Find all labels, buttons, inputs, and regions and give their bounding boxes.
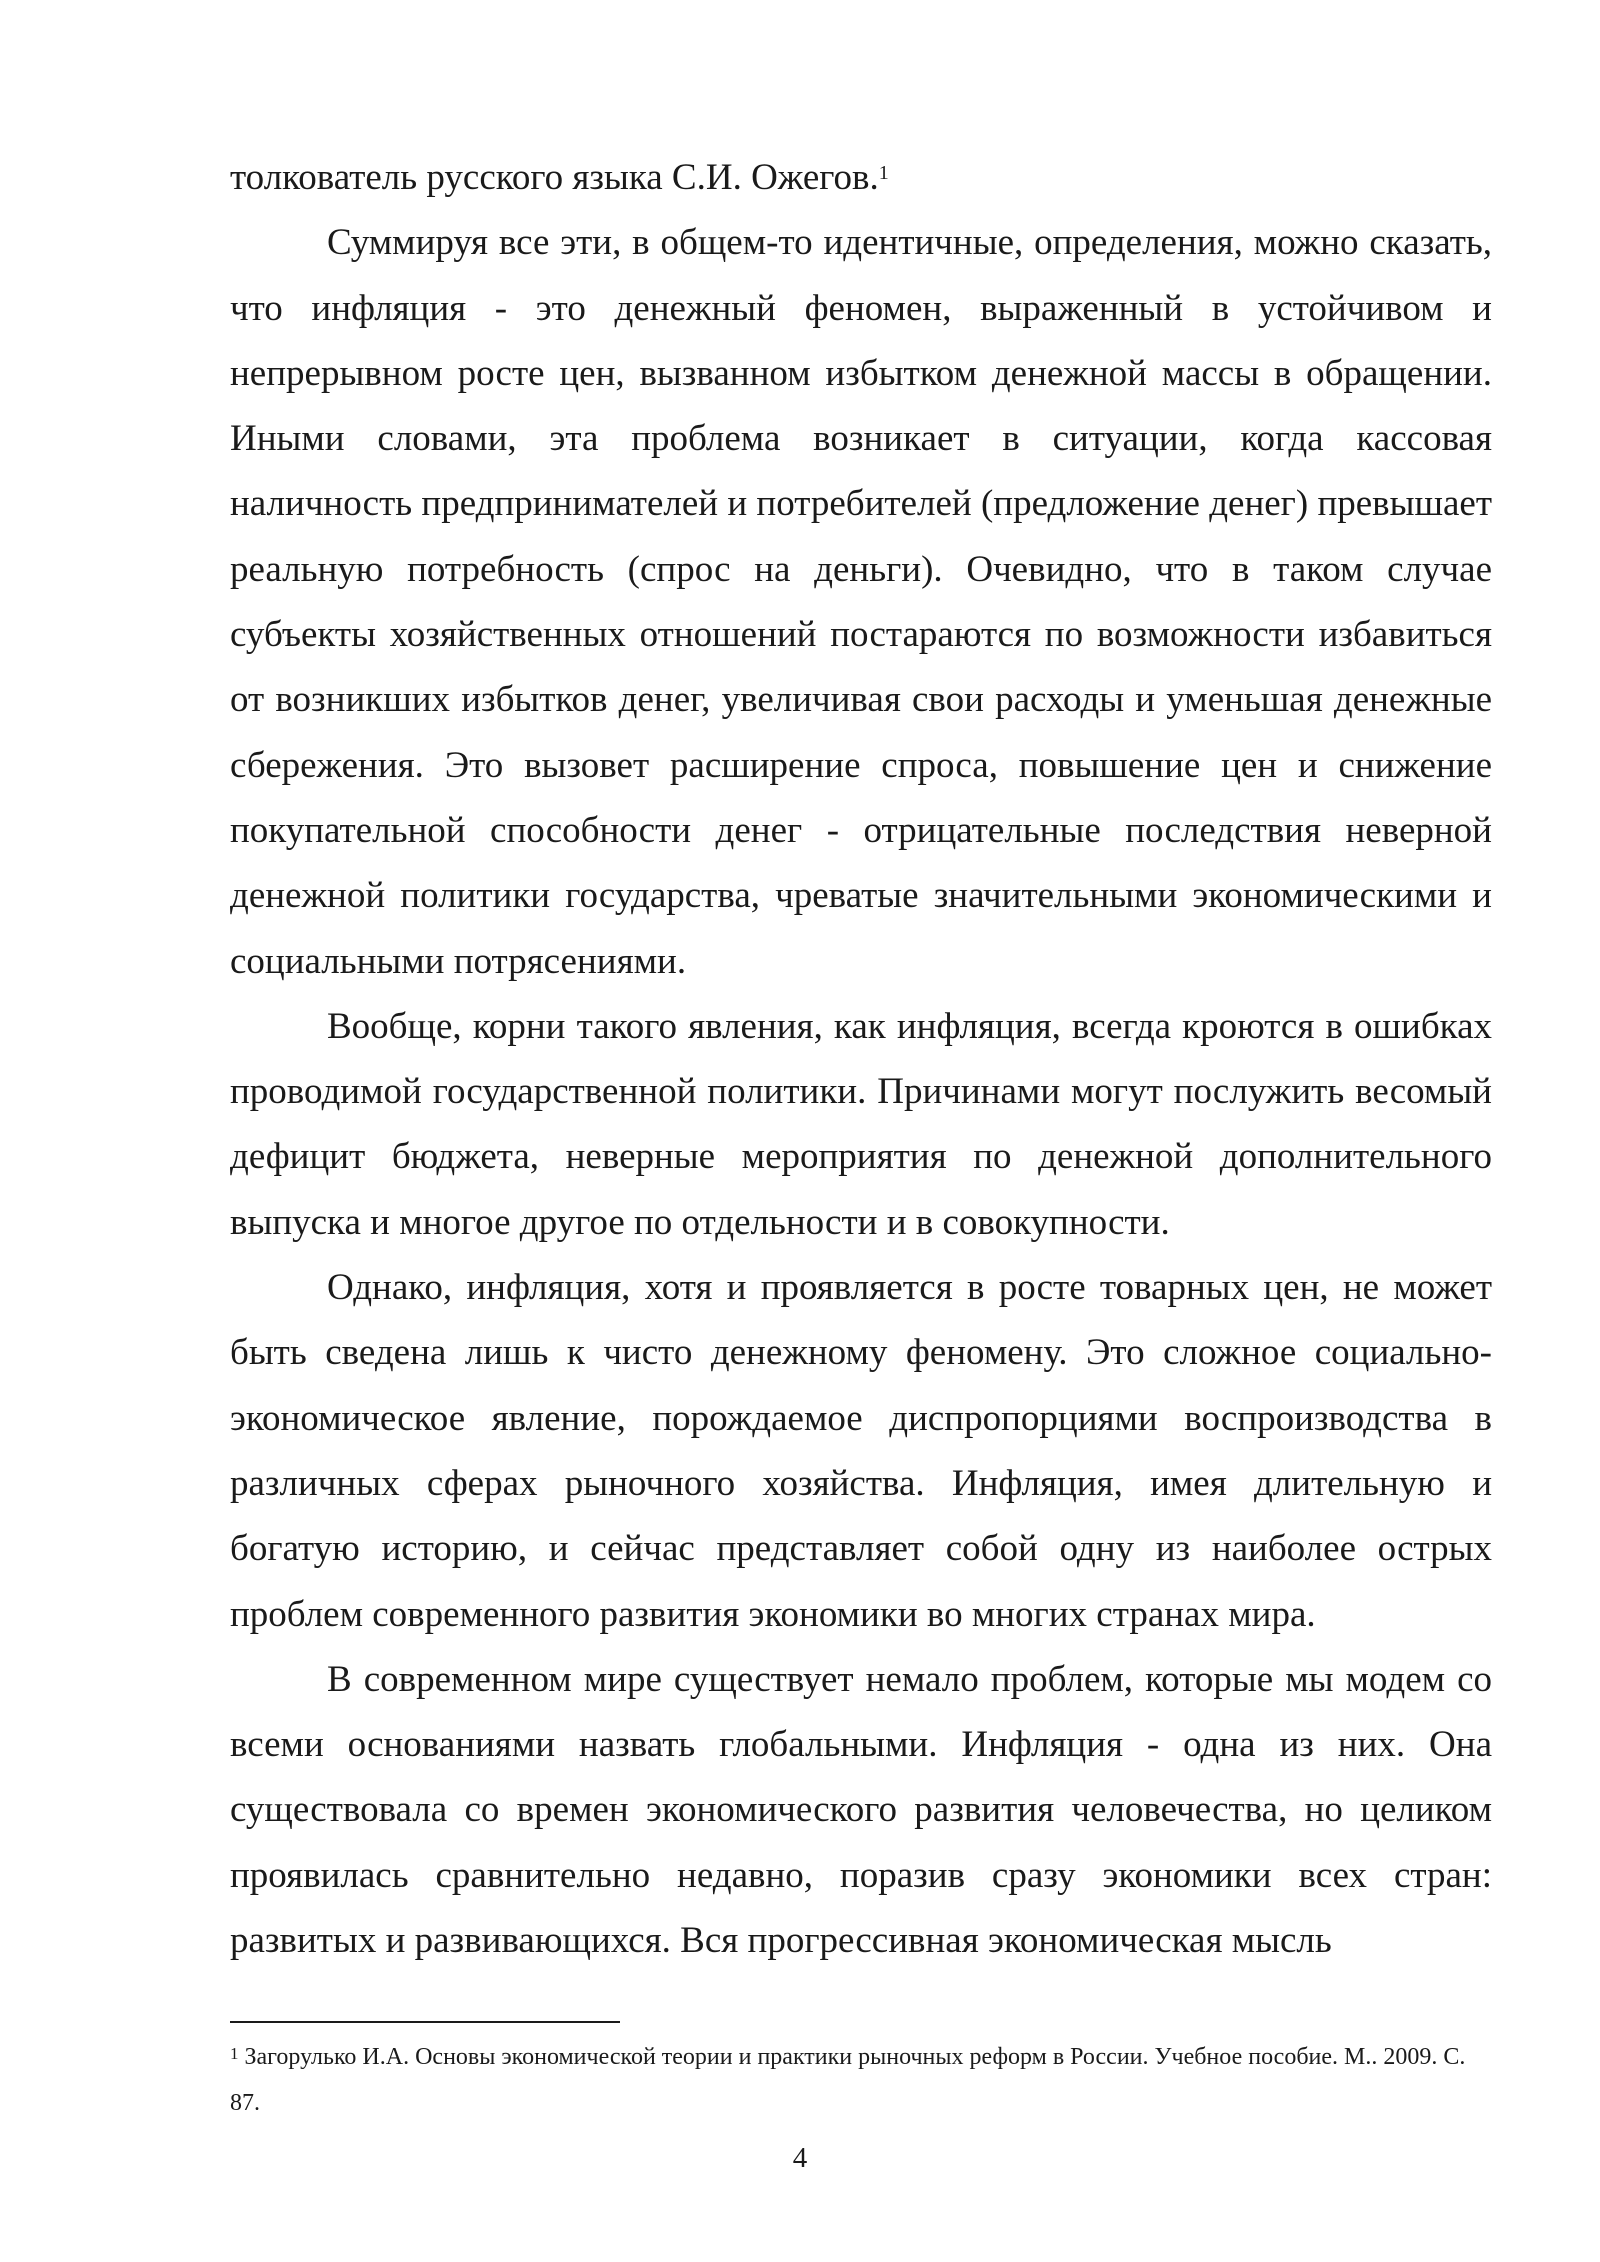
paragraph-1-text: толкователь русского языка С.И. Ожегов.: [230, 157, 879, 198]
footnote-separator: [230, 2021, 620, 2023]
footnote: [230, 2034, 1492, 2126]
paragraph-3: Вообще, корни такого явления, как инфляция, всегда кроются в ошибках проводимой государственной политики. Причинами могут послужить весомый дефицит бюджета, неверные мероприятия по денежной дополнительного выпуска и многое другое по отдельности и в совокупности.: [230, 1005, 1492, 1243]
page-body: [230, 145, 1492, 1973]
footnote-number: 1: [230, 2044, 239, 2063]
page-number: 4: [792, 2142, 808, 2174]
footnote-text: Загорулько И.А. Основы экономической теории и практики рыночных реформ в России. Учебное пособие. М.. 2009. С. 87.: [230, 2044, 1466, 2116]
paragraph-5: В современном мире существует немало проблем, которые мы модем со всеми основаниями назвать глобальными. Инфляция - одна из них. Она существовала со времен экономического развития человечества, но целиком проявилась сравнительно недавно, поразив сразу экономики всех стран: развитых и развивающихся. Вся прогрессивная экономическая мысль: [230, 1658, 1492, 1962]
paragraph-1: [230, 145, 1492, 210]
paragraph-4: Однако, инфляция, хотя и проявляется в росте товарных цен, не может быть сведена лишь к чисто денежному феномену. Это сложное социально-экономическое явление, порождаемое диспропорциями воспроизводства в различных сферах рыночного хозяйства. Инфляция, имея длительную и богатую историю, и сейчас представляет собой одну из наиболее острых проблем современного развития экономики во многих странах мира.: [230, 1267, 1492, 1635]
footnote-reference[interactable]: 1: [878, 162, 889, 184]
paragraph-2: Суммируя все эти, в общем-то идентичные, определения, можно сказать, что инфляция - это денежный феномен, выраженный в устойчивом и непрерывном росте цен, вызванном избытком денежной массы в обращении. Иными словами, эта проблема возникает в ситуации, когда кассовая наличность предпринимателей и потребителей (предложение денег) превышает реальную потребность (спрос на деньги). Очевидно, что в таком случае субъекты хозяйственных отношений постараются по возможности избавиться от возникших избытков денег, увеличивая свои расходы и уменьшая денежные сбережения. Это вызовет расширение спроса, повышение цен и снижение покупательной способности денег - отрицательные последствия неверной денежной политики государства, чреватые значительными экономическими и социальными потрясениями.: [230, 222, 1492, 982]
